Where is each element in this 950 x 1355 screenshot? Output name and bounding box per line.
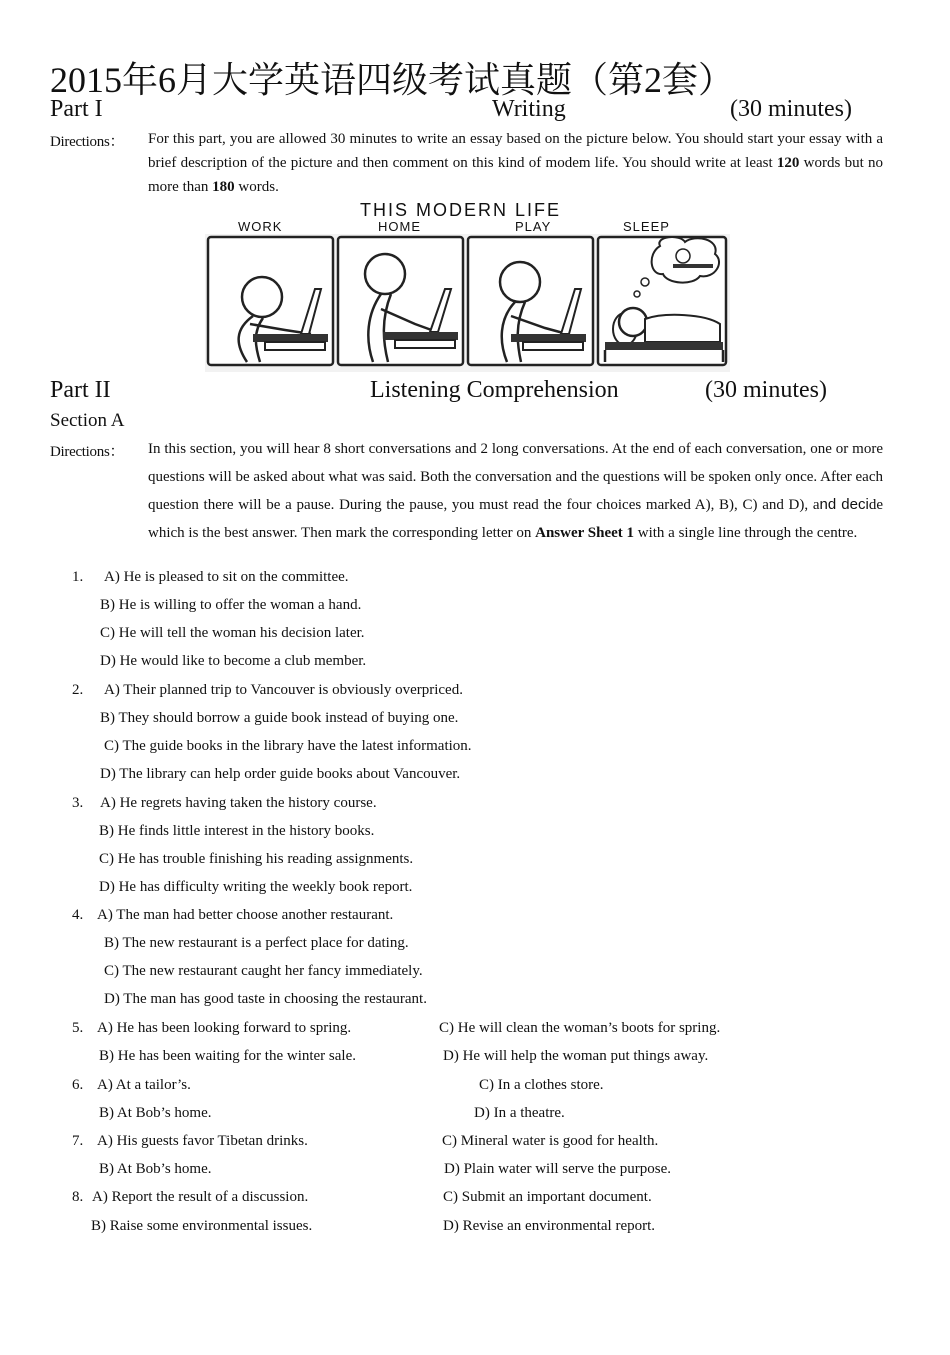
question-2-option-c[interactable]: C) The guide books in the library have the latest information. — [104, 738, 472, 754]
question-7-option-b[interactable]: B) At Bob’s home. — [99, 1161, 212, 1177]
directions-text-b: de which is the best answer. Then mark the corresponding letter on — [148, 497, 883, 541]
modern-life-comic — [205, 234, 730, 372]
question-5-option-b[interactable]: B) He has been waiting for the winter sale. — [99, 1048, 356, 1064]
question-6-option-c[interactable]: C) In a clothes store. — [479, 1077, 604, 1093]
page-title: 2015年6月大学英语四级考试真题（第2套） — [50, 60, 735, 100]
question-7-option-d[interactable]: D) Plain water will serve the purpose. — [444, 1161, 672, 1177]
question-8-option-c[interactable]: C) Submit an important document. — [443, 1189, 652, 1205]
question-4-option-d[interactable]: D) The man has good taste in choosing the restaurant. — [104, 991, 427, 1007]
part1-time: (30 minutes) — [730, 96, 852, 122]
part2-name: Listening Comprehension — [370, 377, 619, 403]
comic-panel-play — [468, 237, 593, 365]
part2-directions-label: Directions： — [50, 444, 125, 460]
question-4-option-b[interactable]: B) The new restaurant is a perfect place for dating. — [104, 935, 409, 951]
panel-label-play: PLAY — [515, 219, 552, 234]
question-5-option-a[interactable]: A) He has been looking forward to spring. — [97, 1020, 352, 1036]
question-8-number: 8. — [72, 1189, 84, 1205]
comic-panel-home — [338, 237, 463, 365]
question-6-option-a[interactable]: A) At a tailor’s. — [97, 1077, 191, 1093]
question-2-option-b[interactable]: B) They should borrow a guide book instead of buying one. — [100, 710, 459, 726]
question-1-option-c[interactable]: C) He will tell the woman his decision later. — [100, 625, 365, 641]
question-4-option-a[interactable]: A) The man had better choose another restaurant. — [97, 907, 394, 923]
comic-panel-work — [208, 237, 333, 365]
question-8-option-d[interactable]: D) Revise an environmental report. — [443, 1218, 656, 1234]
directions-text-sans: nd deci — [819, 496, 869, 513]
part2-label: Part II — [50, 377, 111, 403]
question-4-option-c[interactable]: C) The new restaurant caught her fancy immediately. — [104, 963, 423, 979]
question-3-option-b[interactable]: B) He finds little interest in the history books. — [99, 823, 375, 839]
question-2-option-a[interactable]: A) Their planned trip to Vancouver is obviously overpriced. — [104, 682, 463, 698]
question-3-option-d[interactable]: D) He has difficulty writing the weekly book report. — [99, 879, 413, 895]
question-7-option-a[interactable]: A) His guests favor Tibetan drinks. — [97, 1133, 308, 1149]
question-7-option-c[interactable]: C) Mineral water is good for health. — [442, 1133, 659, 1149]
question-1-option-a[interactable]: A) He is pleased to sit on the committee. — [104, 569, 349, 585]
question-8-option-a[interactable]: A) Report the result of a discussion. — [92, 1189, 309, 1205]
question-8-option-b[interactable]: B) Raise some environmental issues. — [91, 1218, 313, 1234]
panel-label-home: HOME — [378, 219, 421, 234]
panel-label-work: WORK — [238, 219, 283, 234]
question-1-number: 1. — [72, 569, 84, 585]
section-a-heading: Section A — [50, 410, 125, 431]
part2-time: (30 minutes) — [705, 377, 827, 403]
directions-text-b: words but no more than — [148, 155, 883, 195]
question-5-option-c[interactable]: C) He will clean the woman’s boots for spring. — [439, 1020, 721, 1036]
question-5-option-d[interactable]: D) He will help the woman put things away. — [443, 1048, 709, 1064]
part1-directions-label: Directions： — [50, 134, 125, 150]
question-2-number: 2. — [72, 682, 84, 698]
question-1-option-b[interactable]: B) He is willing to offer the woman a hand. — [100, 597, 362, 613]
part1-directions-text — [148, 127, 883, 199]
directions-text-a: For this part, you are allowed 30 minutes to write an essay based on the picture below. You should start your essay with a brief description of the picture and then comment on this kind of modem life. You should write at least — [148, 131, 883, 171]
question-1-option-d[interactable]: D) He would like to become a club member. — [100, 653, 367, 669]
question-3-option-c[interactable]: C) He has trouble finishing his reading assignments. — [99, 851, 414, 867]
question-4-number: 4. — [72, 907, 84, 923]
part1-name: Writing — [492, 96, 566, 122]
answer-sheet-ref: Answer Sheet 1 — [535, 524, 635, 541]
max-words: 180 — [212, 179, 235, 195]
question-7-number: 7. — [72, 1133, 84, 1149]
question-2-option-d[interactable]: D) The library can help order guide books about Vancouver. — [100, 766, 461, 782]
part2-directions-text — [148, 436, 883, 547]
directions-text-a: In this section, you will hear 8 short conversations and 2 long conversations. At the end of each conversation, one or more questions will be asked about what was said. Both the conversation and the questions will be spoken only once. After each question there will be a pause. During the pause, you must read the four choices marked A), B), C) and D), a — [148, 441, 883, 513]
question-6-option-b[interactable]: B) At Bob’s home. — [99, 1105, 212, 1121]
part1-label: Part I — [50, 96, 103, 122]
panel-label-sleep: SLEEP — [623, 219, 670, 234]
comic-title: THIS MODERN LIFE — [360, 200, 562, 220]
question-6-option-d[interactable]: D) In a theatre. — [474, 1105, 565, 1121]
directions-text-c: words. — [234, 179, 279, 195]
question-3-number: 3. — [72, 795, 84, 811]
comic-panel-sleep — [598, 237, 726, 365]
directions-text-c: with a single line through the centre. — [634, 524, 858, 541]
min-words: 120 — [776, 155, 800, 171]
question-3-option-a[interactable]: A) He regrets having taken the history course. — [100, 795, 377, 811]
question-6-number: 6. — [72, 1077, 84, 1093]
question-5-number: 5. — [72, 1020, 84, 1036]
